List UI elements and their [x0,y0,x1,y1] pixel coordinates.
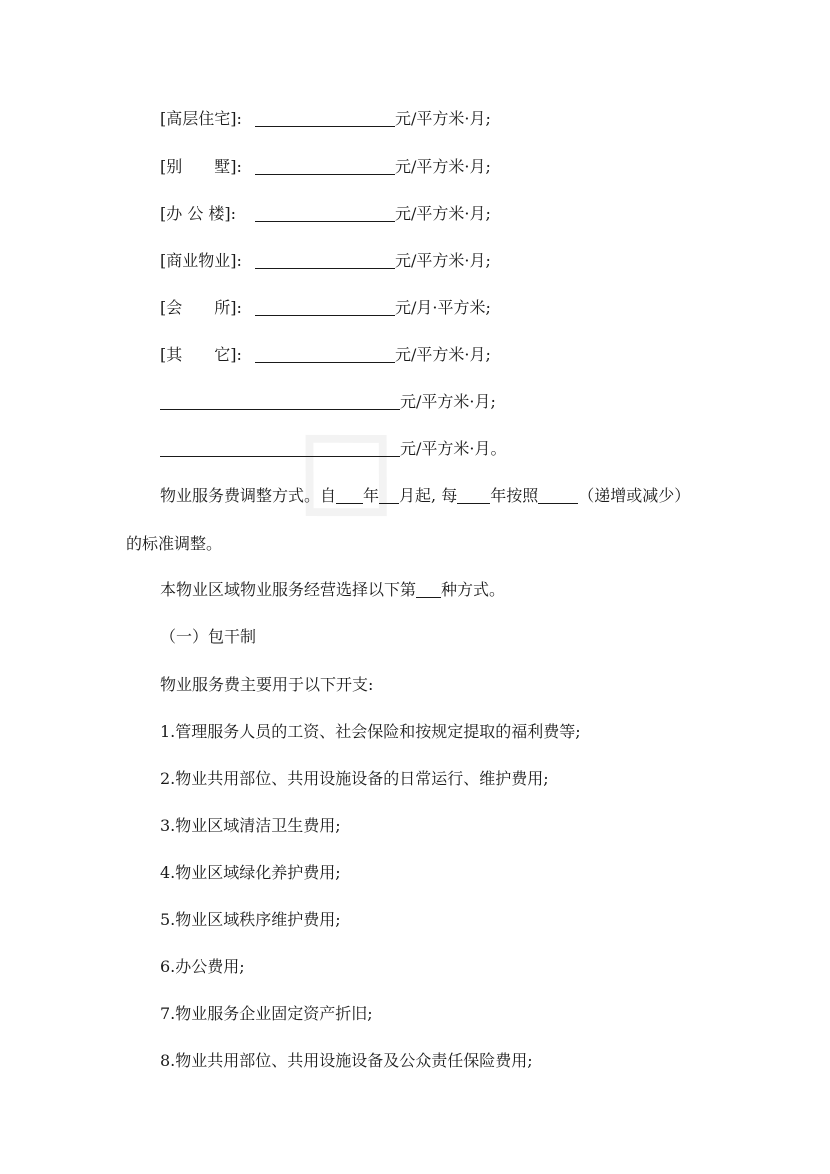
fee-unit: 元/平方米·月; [395,157,491,176]
adjustment-text: 月起, 每 [399,486,458,505]
fee-unit: 元/平方米·月; [395,109,491,128]
adjustment-text: 年 [363,486,380,505]
expense-item: 5.物业区域秩序维护费用; [160,910,341,929]
fee-blank[interactable] [255,299,395,316]
adjustment-text: （递增或减少） [578,486,691,505]
fee-label: [商业物业]: [160,251,242,270]
fee-row-commercial [160,250,491,272]
choice-paragraph [160,579,505,601]
fee-unit: 元/平方米·月; [395,345,491,364]
section-title: （一）包干制 [160,627,257,646]
fee-row-clubhouse [160,297,491,319]
fee-row-office [160,203,491,225]
expenses-intro: 物业服务费主要用于以下开支: [160,675,374,694]
choice-text: 种方式。 [441,580,506,599]
fee-blank[interactable] [255,346,395,363]
expense-item: 4.物业区域绿化养护费用; [160,863,341,882]
fee-unit: 元/平方米·月。 [400,439,507,458]
year-blank[interactable] [336,487,363,504]
fee-row-highrise [160,108,491,130]
expense-item: 2.物业共用部位、共用设施设备的日常运行、维护费用; [160,769,549,788]
fee-label: [其 它]: [160,345,242,364]
method-blank[interactable] [416,581,441,598]
fee-label: [会 所]: [160,298,242,317]
fee-blank[interactable] [160,393,400,410]
expense-item: 3.物业区域清洁卫生费用; [160,816,341,835]
fee-row-extra-1 [160,391,496,413]
month-blank[interactable] [379,487,399,504]
fee-blank[interactable] [255,158,395,175]
expense-item: 8.物业共用部位、共用设施设备及公众责任保险费用; [160,1051,533,1070]
adjustment-paragraph [160,485,690,507]
fee-row-other [160,344,491,366]
fee-label: [高层住宅]: [160,109,242,128]
fee-blank[interactable] [255,205,395,222]
choice-text: 本物业区域物业服务经营选择以下第 [160,580,417,599]
fee-blank[interactable] [255,110,395,127]
adjustment-text: 物业服务费调整方式。自 [160,486,337,505]
fee-blank[interactable] [160,440,400,457]
fee-unit: 元/月·平方米; [395,298,491,317]
fee-unit: 元/平方米·月; [395,204,491,223]
fee-label: [别 墅]: [160,157,242,176]
fee-row-villa [160,156,491,178]
fee-unit: 元/平方米·月; [395,251,491,270]
standard-blank[interactable] [538,487,578,504]
adjustment-text: 年按照 [490,486,539,505]
adjustment-text: 的标准调整。 [126,534,223,553]
fee-label: [办 公 楼]: [160,204,237,223]
expense-item: 7.物业服务企业固定资产折旧; [160,1004,373,1023]
fee-unit: 元/平方米·月; [400,392,496,411]
fee-row-extra-2 [160,438,506,460]
interval-blank[interactable] [457,487,490,504]
expense-item: 1.管理服务人员的工资、社会保险和按规定提取的福利费等; [160,722,581,741]
expense-item: 6.办公费用; [160,957,245,976]
adjustment-paragraph-cont [126,533,222,555]
fee-blank[interactable] [255,252,395,269]
